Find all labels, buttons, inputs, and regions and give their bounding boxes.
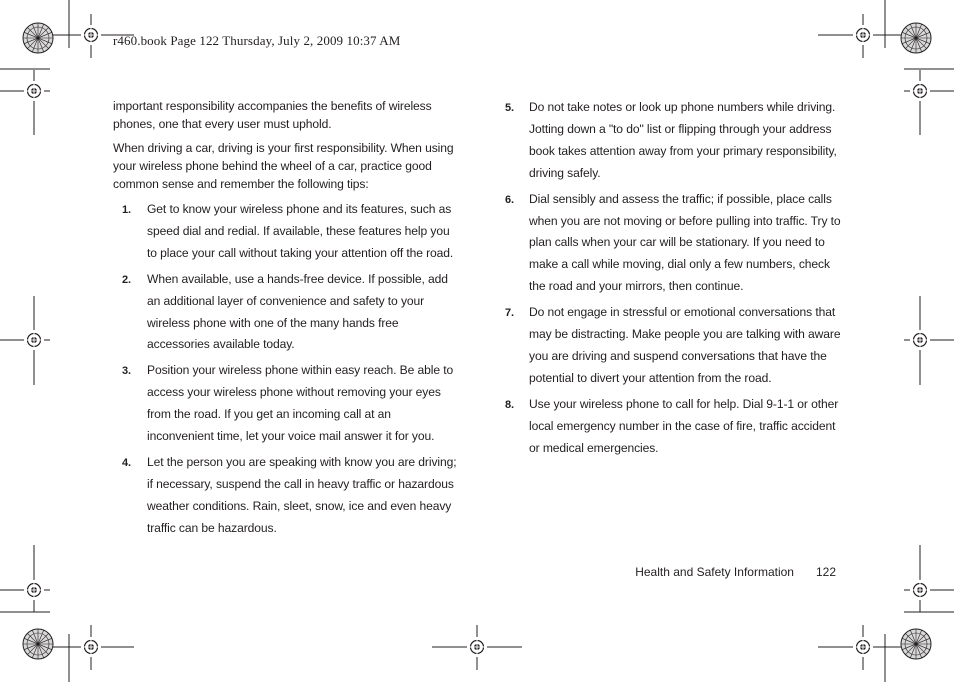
item-text: Use your wireless phone to call for help. Dial 9-1-1 or other local emergency number in the case of fire, traffic accident or medical emergencies. [529, 396, 839, 455]
section-name: Health and Safety Information [635, 565, 794, 579]
item-number: 4. [122, 456, 131, 469]
item-text: When available, use a hands-free device. If possible, add an additional layer of convenience and safety to your wireless phone with one of the many hands free accessories available today. [147, 271, 448, 352]
item-text: Position your wireless phone within easy reach. Be able to access your wireless phone without removing your eyes from the road. If you get an incoming call at an inconvenient time, let your voice mail answer it for you. [147, 363, 454, 444]
list-item [505, 394, 841, 460]
intro-paragraph: important responsibility accompanies the benefits of wireless phones, one that every user must uphold. [113, 99, 432, 131]
left-column [113, 97, 459, 544]
tips-list-right [505, 97, 841, 460]
list-item [113, 360, 459, 448]
item-number: 1. [122, 204, 131, 216]
right-column [505, 97, 841, 464]
list-item [113, 269, 459, 357]
tips-list-left [113, 199, 459, 540]
item-text: Do not engage in stressful or emotional conversations that may be distracting. Make people you are talking with aware you are driving and suspend conversations that have the potential to divert your attention from the road. [529, 305, 841, 385]
driving-paragraph: When driving a car, driving is your first responsibility. When using your wireless phone behind the wheel of a car, practice good common sense and remember the following tips: [113, 141, 454, 191]
item-number: 8. [505, 398, 514, 411]
item-number: 7. [505, 307, 514, 320]
item-text: Let the person you are speaking with know you are driving; if necessary, suspend the call in heavy traffic or hazardous weather conditions. Rain, sleet, snow, ice and even heavy traffic can be hazardous. [147, 454, 457, 535]
item-number: 5. [505, 102, 514, 114]
list-item [113, 452, 459, 540]
item-number: 6. [505, 193, 514, 206]
item-number: 3. [122, 365, 131, 378]
page-footer [635, 565, 836, 579]
print-slug: r460.book Page 122 Thursday, July 2, 2009 10:37 AM [113, 33, 401, 48]
item-number: 2. [122, 273, 131, 286]
list-item [505, 302, 841, 390]
list-item [505, 189, 841, 299]
page-number: 122 [815, 565, 836, 579]
item-text: Get to know your wireless phone and its features, such as speed dial and redial. If available, these features help you to place your call without taking your attention off the road. [147, 202, 454, 260]
item-text: Dial sensibly and assess the traffic; if possible, place calls when you are not moving or before pulling into traffic. Try to plan calls when your car will be stationary. If you need to make a call while moving, dial only a few numbers, check the road and your mirrors, then continue. [529, 191, 841, 294]
list-item [113, 199, 459, 265]
item-text: Do not take notes or look up phone numbers while driving. Jotting down a "to do" list or flipping through your address book takes attention away from your primary responsibility, driving safely. [529, 100, 837, 180]
list-item [505, 97, 841, 185]
